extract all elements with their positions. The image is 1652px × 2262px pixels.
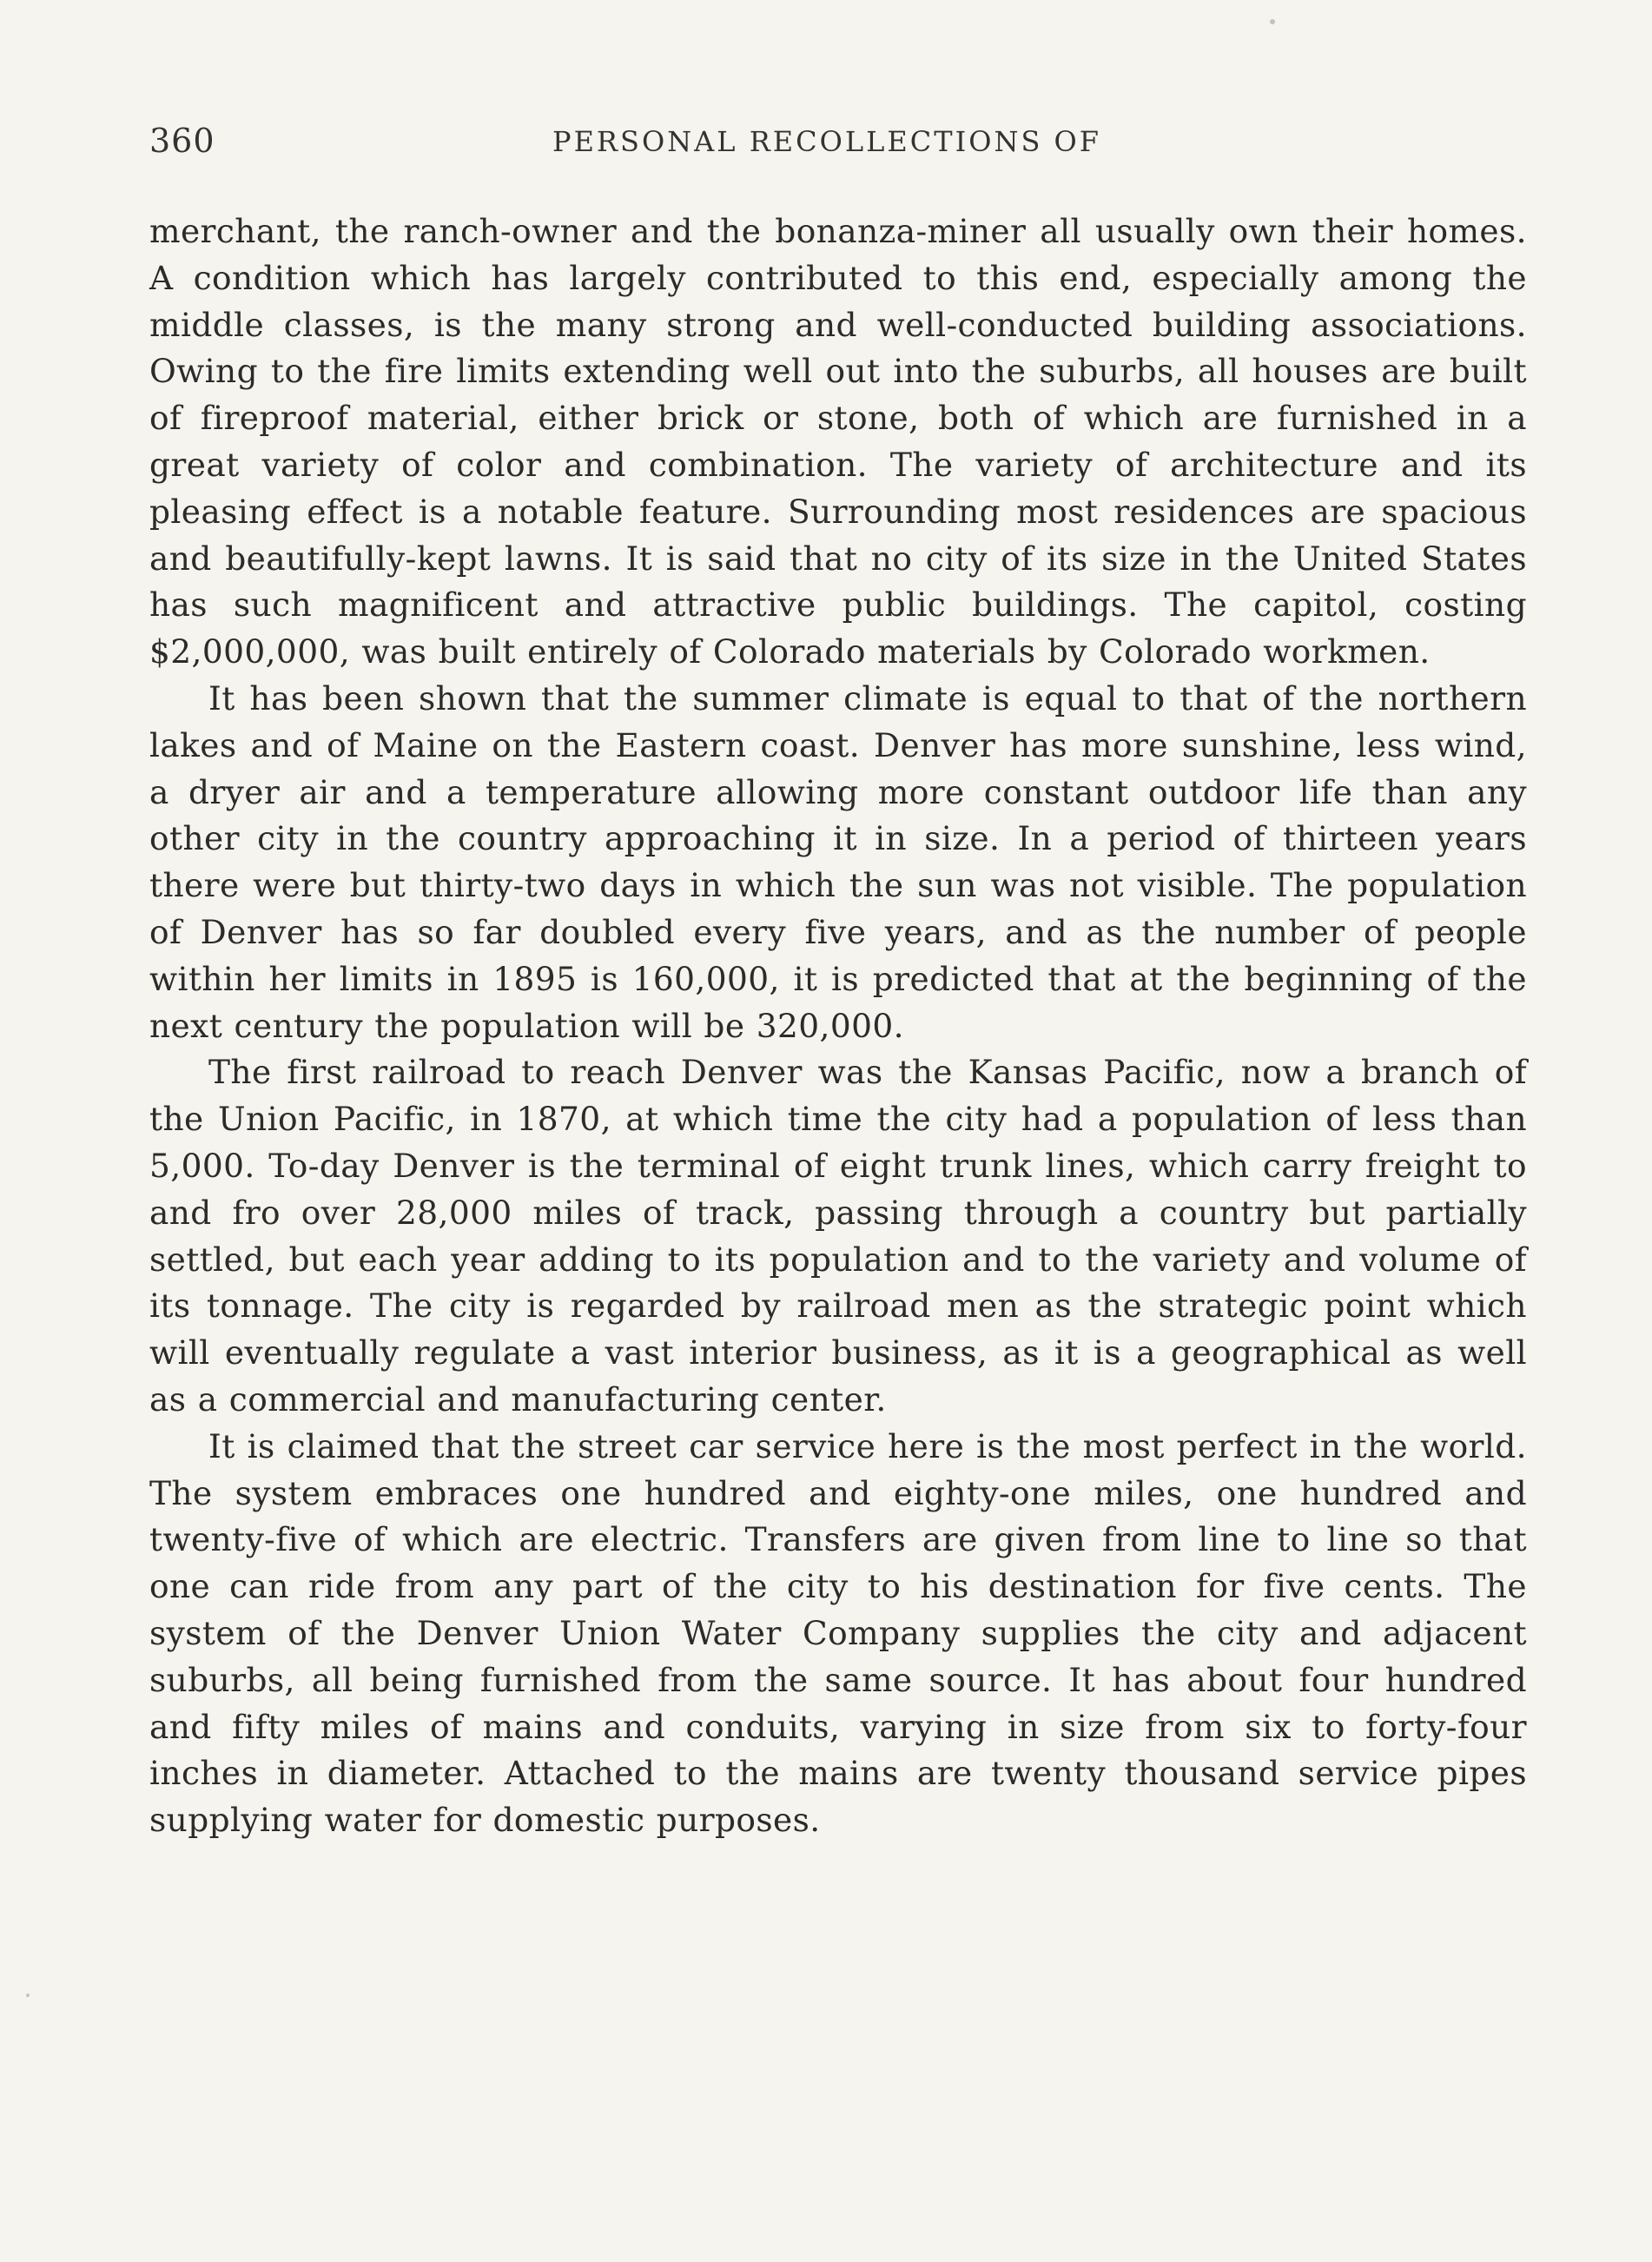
paper-speck	[26, 1994, 30, 1997]
paragraph-railroads: The first railroad to reach Denver was the Kansas Pacific, now a branch of the Union Pacific, in 1870, at which time the city had a population of less than 5,000. To-day Denver is the terminal of eight trunk lines, which carry freight to and fro over 28,000 miles of track, passing through a country but partially settled, but each year adding to its population and to the variety and volume of its tonnage. The city is regarded by railroad men as the strategic point which will eventually regulate a vast interior business, as it is a geographical as well as a commercial and manufacturing center.	[149, 1053, 1527, 1419]
page-header	[149, 122, 1504, 174]
body-text	[149, 208, 1527, 1844]
paragraph-climate-and-population: It has been shown that the summer climate is equal to that of the northern lakes and of Maine on the Eastern coast. Denver has more sunshine, less wind, a dryer air and a temperature allowing more constant outdoor life than any other city in the country approaching it in size. In a period of thirteen years there were but thirty-two days in which the sun was not visible. The population of Denver has so far doubled every five years, and as the number of people within her limits in 1895 is 160,000, it is predicted that at the beginning of the next century the population will be 320,000.	[149, 678, 1527, 1045]
running-head: PERSONAL RECOLLECTIONS OF	[552, 125, 1101, 158]
page-number: 360	[149, 122, 215, 160]
paragraph-homes-and-buildings: merchant, the ranch-owner and the bonanza-miner all usually own their homes. A condition which has largely contributed to this end, especially among the middle classes, is the many strong and well-conducted building associations. Owing to the fire limits extending well out into the suburbs, all houses are built of fireproof material, either brick or stone, both of which are furnished in a great variety of color and combination. The variety of architecture and its pleasing effect is a notable feature. Surrounding most residences are spacious and beautifully-kept lawns. It is said that no city of its size in the United States has such magnificent and attractive public buildings. The capitol, costing $2,000,000, was built entirely of Colorado materials by Colorado workmen.	[149, 212, 1527, 671]
paper-speck	[1270, 19, 1275, 24]
paragraph-street-cars-and-water: It is claimed that the street car service here is the most perfect in the world. The system embraces one hundred and eighty-one miles, one hundred and twenty-five of which are electric. Transfers are given from line to line so that one can ride from any part of the city to his destination for five cents. The system of the Denver Union Water Company supplies the city and adjacent suburbs, all being furnished from the same source. It has about four hundred and fifty miles of mains and conduits, varying in size from six to forty-four inches in diameter. Attached to the mains are twenty thousand service pipes supplying water for domestic purposes.	[149, 1426, 1527, 1840]
